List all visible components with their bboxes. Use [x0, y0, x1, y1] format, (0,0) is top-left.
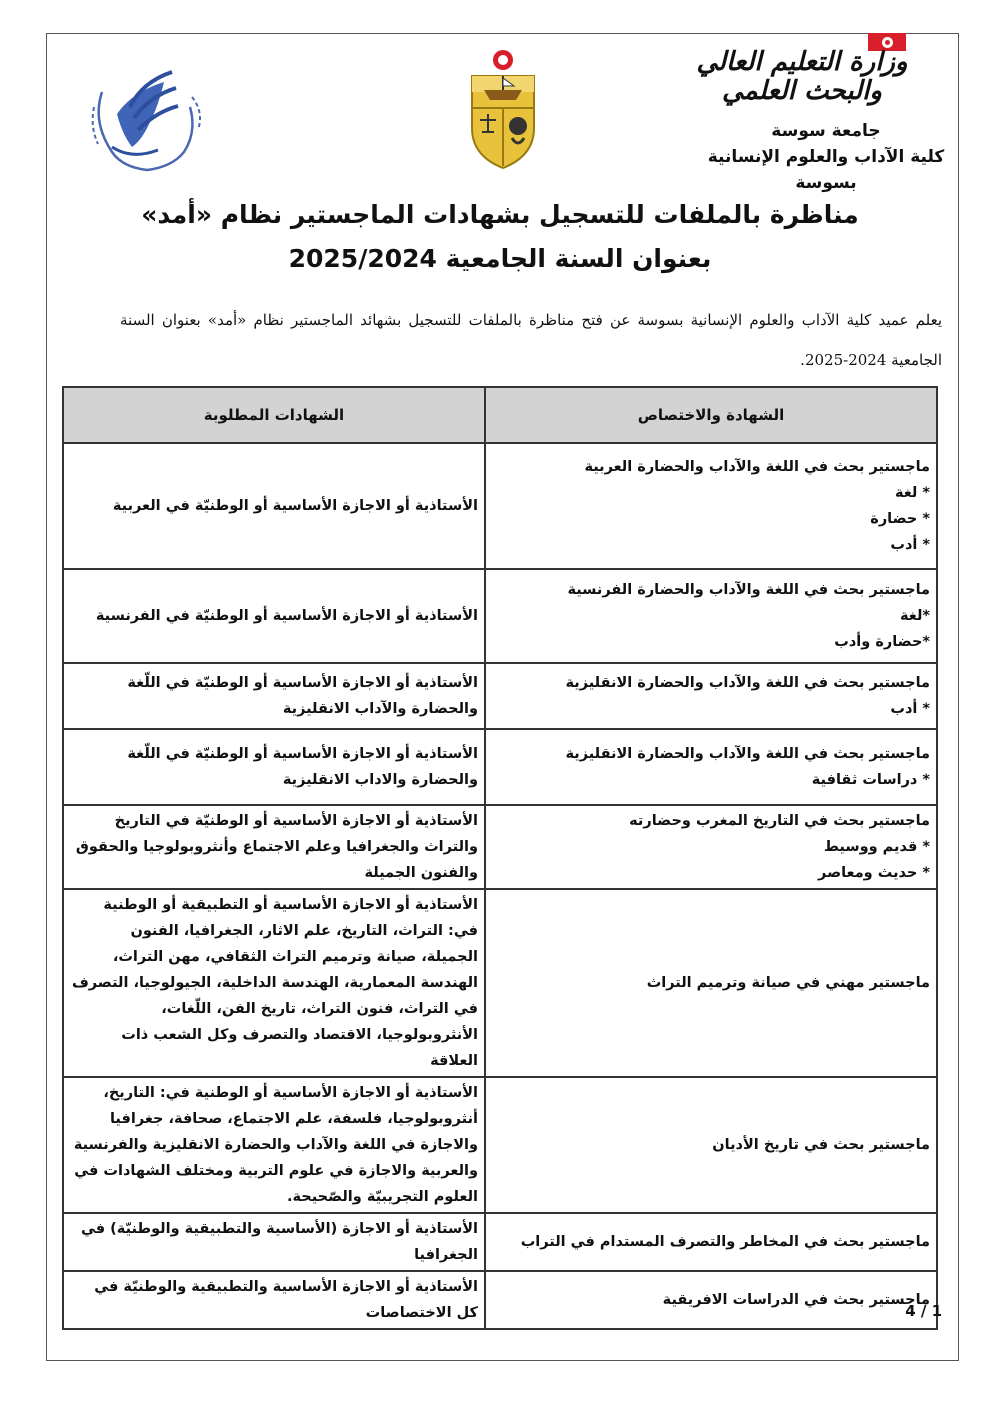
specialty-title: ماجستير بحث في اللغة والآداب والحضارة العربية — [584, 459, 930, 475]
specialty-title: ماجستير بحث في اللغة والآداب والحضارة الفرنسية — [567, 582, 930, 598]
table-row — [63, 729, 937, 805]
specialty-cell — [485, 1077, 937, 1213]
specialty-cell — [485, 729, 937, 805]
specialty-cell — [485, 1213, 937, 1271]
specialty-title: ماجستير بحث في اللغة والآداب والحضارة الانقليزية — [565, 675, 930, 691]
faculty-city: بسوسة — [795, 173, 857, 193]
specialty-cell — [485, 889, 937, 1077]
specialty-title: ماجستير بحث في التاريخ المغرب وحضارته — [629, 813, 930, 829]
header-specialty: الشهادة والاختصاص — [485, 387, 937, 443]
required-cell: الأستاذية أو الاجازة الأساسية والتطبيقية والوطنيّة في كل الاختصاصات — [63, 1271, 485, 1329]
tunisia-coat-of-arms-icon — [466, 48, 540, 170]
table-row — [63, 663, 937, 729]
specialty-option: * دراسات ثقافية — [811, 772, 930, 788]
page-number: 4 / 1 — [905, 1302, 942, 1320]
table-row — [63, 805, 937, 889]
header-required: الشهادات المطلوبة — [63, 387, 485, 443]
required-cell: الأستاذية أو الاجازة الأساسية أو الوطنيّة في العربية — [63, 443, 485, 569]
specialty-cell — [485, 663, 937, 729]
specialty-option: * حضارة — [870, 511, 930, 527]
specialty-option: * لغة — [894, 485, 930, 501]
academic-year-title: بعنوان السنة الجامعية 2025/2024 — [288, 244, 712, 273]
required-cell: الأستاذية أو الاجازة الأساسية أو الوطنيّة في اللّغة والحضارة والآداب الانقليزية — [63, 663, 485, 729]
table-row — [63, 569, 937, 663]
intro-paragraph: يعلم عميد كلية الآداب والعلوم الإنسانية بسوسة عن فتح مناظرة بالملفات للتسجيل بشهائد الماجستير نظام «أمد» بعنوان السنة الجامعية 2024-2025. — [120, 311, 942, 369]
specialty-title: ماجستير بحث في الدراسات الافريقية — [662, 1292, 930, 1308]
required-cell: الأستاذية أو الاجازة الأساسية أو التطبيقية أو الوطنية في: التراث، التاريخ، علم الاثار، الجغرافيا، الفنون الجميلة، صيانة وترميم التراث الثقافي، مهن التراث، الهندسة المعمارية، الهندسة الداخلية، الجيولوجيا، التصرف في التراث، فنون التراث، تاريخ الفن، اللّغات، الأنثروبولوجيا، الاقتصاد والتصرف وكل الشعب ذات العلاقة — [63, 889, 485, 1077]
university-block — [696, 118, 956, 196]
required-cell: الأستاذية أو الاجازة (الأساسية والتطبيقية والوطنيّة) في الجغرافيا — [63, 1213, 485, 1271]
specialty-option: *حضارة وأدب — [834, 634, 930, 650]
specialty-option: * أدب — [890, 537, 930, 553]
required-cell: الأستاذية أو الاجازة الأساسية أو الوطنية في: التاريخ، أنثروبولوجيا، فلسفة، علم الاجتماع، صحافة، جغرافيا والاجازة في اللغة والآداب والحضارة الانقليزية والفرنسية والعربية والاجازة في علوم التربية ومختلف الشهادات في العلوم التجريبيّة والصّحيحة. — [63, 1077, 485, 1213]
specialty-title: ماجستير بحث في اللغة والآداب والحضارة الانقليزية — [565, 746, 930, 762]
programs-table — [62, 386, 938, 1330]
specialty-cell — [485, 805, 937, 889]
university-name: جامعة سوسة — [771, 121, 881, 141]
required-cell: الأستاذية أو الاجازة الأساسية أو الوطنيّة في اللّغة والحضارة والاداب الانقليزية — [63, 729, 485, 805]
table-row — [63, 1077, 937, 1213]
specialty-cell — [485, 569, 937, 663]
specialty-cell — [485, 443, 937, 569]
ministry-line-2: والبحث العلمي — [722, 76, 882, 106]
faculty-logo-icon — [72, 52, 222, 180]
specialty-option: *لغة — [899, 608, 930, 624]
table-header-row — [63, 387, 937, 443]
specialty-option: * حديث ومعاصر — [818, 865, 930, 881]
ministry-line-1: وزارة التعليم العالي — [696, 47, 908, 77]
faculty-name: كلية الآداب والعلوم الإنسانية — [707, 147, 945, 167]
table-row — [63, 443, 937, 569]
table-row — [63, 889, 937, 1077]
specialty-title: ماجستير مهني في صيانة وترميم التراث — [646, 975, 930, 991]
required-cell: الأستاذية أو الاجازة الأساسية أو الوطنيّة في التاريخ والتراث والجغرافيا وعلم الاجتماع وأنثروبولوجيا والحقوق والفنون الجميلة — [63, 805, 485, 889]
required-cell: الأستاذية أو الاجازة الأساسية أو الوطنيّة في الفرنسية — [63, 569, 485, 663]
table-row — [63, 1271, 937, 1329]
specialty-option: * قديم ووسيط — [823, 839, 930, 855]
specialty-title: ماجستير بحث في تاريخ الأديان — [712, 1137, 930, 1153]
specialty-option: * أدب — [890, 701, 930, 717]
announcement-title: مناظرة بالملفات للتسجيل بشهادات الماجستير نظام «أمد» — [141, 200, 859, 229]
specialty-cell — [485, 1271, 937, 1329]
ministry-name — [672, 48, 932, 106]
table-row — [63, 1213, 937, 1271]
specialty-title: ماجستير بحث في المخاطر والتصرف المستدام في التراب — [520, 1234, 930, 1250]
